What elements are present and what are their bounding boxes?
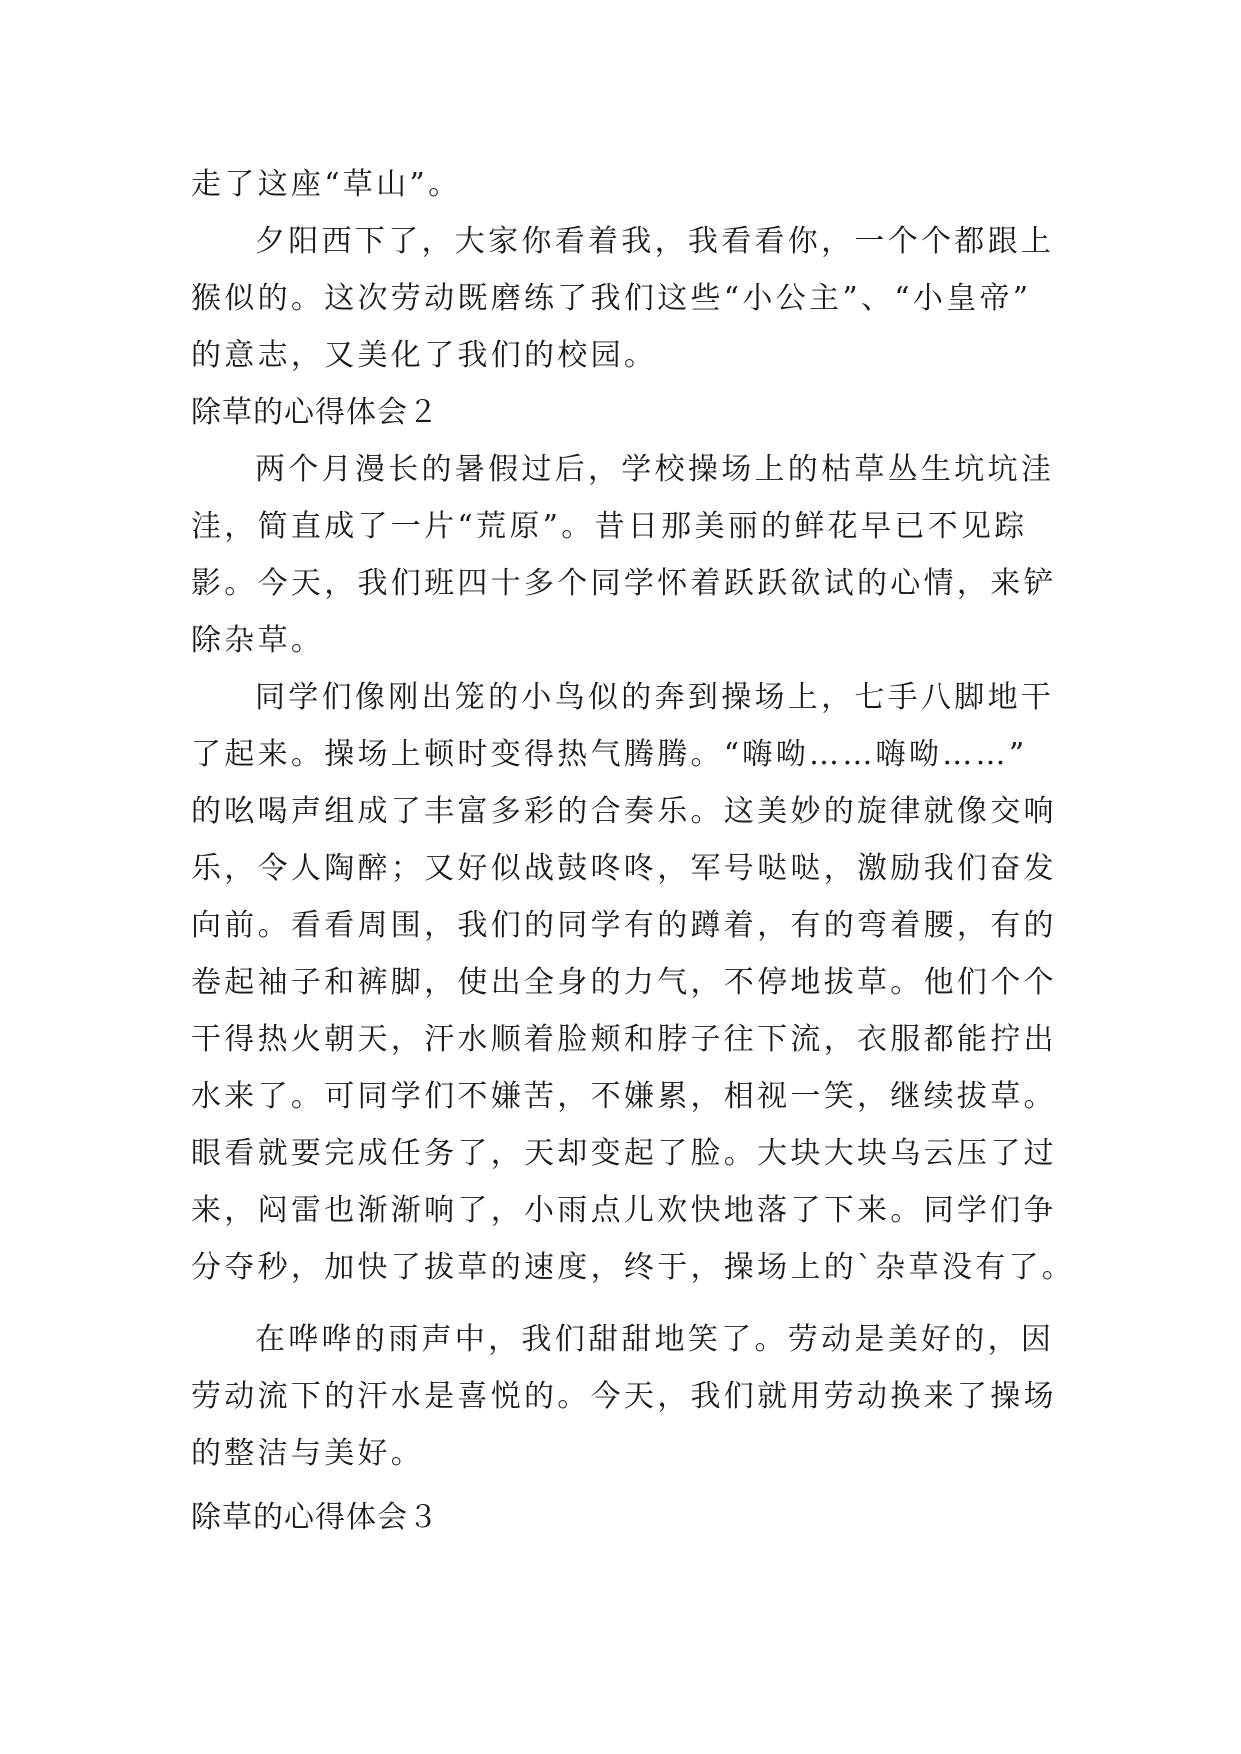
paragraph-start-line: 同学们像刚出笼的小鸟似的奔到操场上，七手八脚地干	[255, 680, 1055, 715]
text-line: 劳动流下的汗水是喜悦的。今天，我们就用劳动换来了操场	[191, 1379, 1057, 1414]
text-line: 的吆喝声组成了丰富多彩的合奏乐。这美妙的旋律就像交响	[191, 794, 1057, 829]
paragraph-start-line: 夕阳西下了，大家你看着我，我看看你，一个个都跟上	[255, 224, 1055, 259]
text-line: 乐，令人陶醉；又好似战鼓咚咚，军号哒哒，激励我们奋发	[191, 851, 1057, 886]
paragraph-start-line: 两个月漫长的暑假过后，学校操场上的枯草丛生坑坑洼	[255, 452, 1055, 487]
text-line: 走了这座“草山”。	[191, 167, 462, 202]
section-heading: 除草的心得体会３	[191, 1500, 439, 1535]
text-line: 眼看就要完成任务了，天却变起了脸。大块大块乌云压了过	[191, 1136, 1057, 1171]
text-line: 的整洁与美好。	[191, 1436, 425, 1471]
text-line: 的意志，又美化了我们的校园。	[191, 338, 658, 373]
text-line: 洼，简直成了一片“荒原”。昔日那美丽的鲜花早已不见踪	[191, 509, 1028, 544]
text-line: 猴似的。这次劳动既磨练了我们这些“小公主”、“小皇帝”	[191, 281, 1032, 316]
text-line: 向前。看看周围，我们的同学有的蹲着，有的弯着腰，有的	[191, 908, 1057, 943]
text-line: 了起来。操场上顿时变得热气腾腾。“嗨呦……嗨呦……”	[191, 737, 1028, 772]
text-line: 影。今天，我们班四十多个同学怀着跃跃欲试的心情，来铲	[191, 566, 1057, 601]
text-line: 干得热火朝天，汗水顺着脸颊和脖子往下流，衣服都能拧出	[191, 1022, 1057, 1057]
text-line: 水来了。可同学们不嫌苦，不嫌累，相视一笑，继续拔草。	[191, 1079, 1057, 1114]
section-heading: 除草的心得体会２	[191, 395, 439, 430]
text-line: 除杂草。	[191, 623, 325, 658]
text-line: 来，闷雷也渐渐响了，小雨点儿欢快地落了下来。同学们争	[191, 1193, 1057, 1228]
text-line: 分夺秒，加快了拔草的速度，终于，操场上的`杂草没有了。	[191, 1250, 1076, 1285]
text-line: 卷起袖子和裤脚，使出全身的力气，不停地拔草。他们个个	[191, 965, 1057, 1000]
paragraph-start-line: 在哗哗的雨声中，我们甜甜地笑了。劳动是美好的，因	[255, 1322, 1055, 1357]
